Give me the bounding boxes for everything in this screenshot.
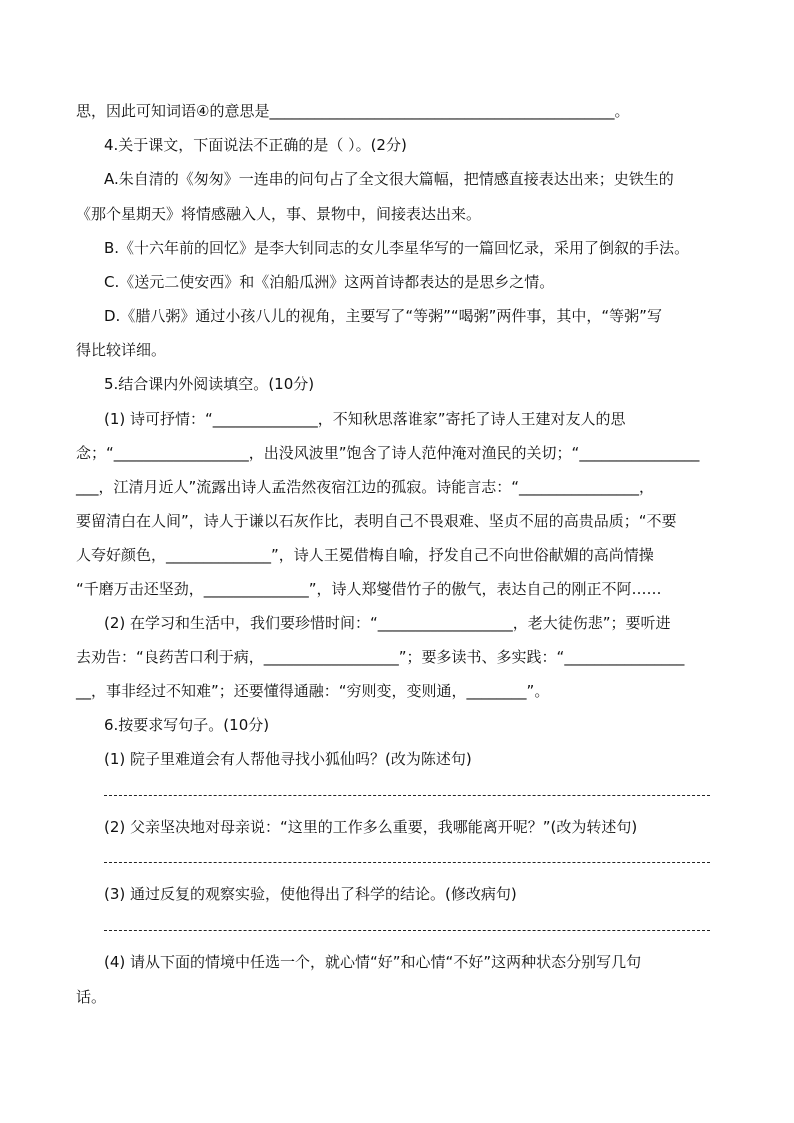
question-5-2-line-1: (2) 在学习和生活中，我们要珍惜时间：“__________________，老大徒伤悲”；要听进 <box>104 614 671 632</box>
option-a-line-2: 《那个星期天》将情感融入人，事、景物中，间接表达出来。 <box>76 205 482 223</box>
question-5-1-line-6: “千磨万击还坚劲，______________”，诗人郑燮借竹子的傲气，表达自己的刚正不阿…… <box>76 580 662 598</box>
question-6-4-line-1: (4) 请从下面的情境中任选一个，就心情“好”和心情“不好”这两种状态分别写几句 <box>104 953 642 971</box>
question-5-1-line-1: (1) 诗可抒情：“______________，不知秋思落谁家”寄托了诗人王建对友人的思 <box>104 410 626 428</box>
question-5-1-line-3: ___，江清月近人”流露出诗人孟浩然夜宿江边的孤寂。诗能言志：“________________， <box>76 478 655 496</box>
question-6-3: (3) 通过反复的观察实验，使他得出了科学的结论。(修改病句) <box>104 885 517 903</box>
question-6-4-line-2: 话。 <box>76 988 107 1006</box>
question-4-stem: 4.关于课文，下面说法不正确的是（ ）。(2分) <box>104 136 407 154</box>
question-6-stem: 6.按要求写句子。(10分) <box>104 716 270 734</box>
question-5-2-line-2: 去劝告：“良药苦口利于病，__________________”；要多读书、多实践：“________________ <box>76 648 685 666</box>
question-6-2: (2) 父亲坚决地对母亲说：“这里的工作多么重要，我哪能离开呢？”(改为转述句) <box>104 818 638 836</box>
option-d-line-1: D.《腊八粥》通过小孩八儿的视角，主要写了“等粥”“喝粥”两件事，其中，“等粥”写 <box>104 307 662 325</box>
option-b: B.《十六年前的回忆》是李大钊同志的女儿李星华写的一篇回忆录，采用了倒叙的手法。 <box>104 239 690 257</box>
question-5-1-line-5: 人夸好颜色，______________”，诗人王冕借梅自喻，抒发自己不向世俗献媚的高尚情操 <box>76 546 654 564</box>
question-5-2-line-3: __，事非经过不知难”；还要懂得通融：“穷则变，变则通，________”。 <box>76 682 550 700</box>
option-a-line-1: A.朱自清的《匆匆》一连串的问句占了全文很大篇幅，把情感直接表达出来；史铁生的 <box>104 170 674 188</box>
question-5-1-line-2: 念；“__________________，出没风波里”饱含了诗人范仲淹对渔民的关切；“________________ <box>76 444 700 462</box>
text-line-1: 思，因此可知词语④的意思是______________________________________________。 <box>76 102 630 120</box>
question-6-1: (1) 院子里难道会有人帮他寻找小狐仙吗？(改为陈述句) <box>104 750 472 768</box>
answer-line-6-1[interactable] <box>104 795 710 796</box>
option-c: C.《送元二使安西》和《泊船瓜洲》这两首诗都表达的是思乡之情。 <box>104 273 555 291</box>
question-5-1-line-4: 要留清白在人间”，诗人于谦以石灰作比，表明自己不畏艰难、坚贞不屈的高贵品质；“不要 <box>76 512 677 530</box>
option-d-line-2: 得比较详细。 <box>76 341 167 359</box>
answer-line-6-2[interactable] <box>104 862 710 863</box>
answer-line-6-3[interactable] <box>104 930 710 931</box>
question-5-stem: 5.结合课内外阅读填空。(10分) <box>104 375 315 393</box>
